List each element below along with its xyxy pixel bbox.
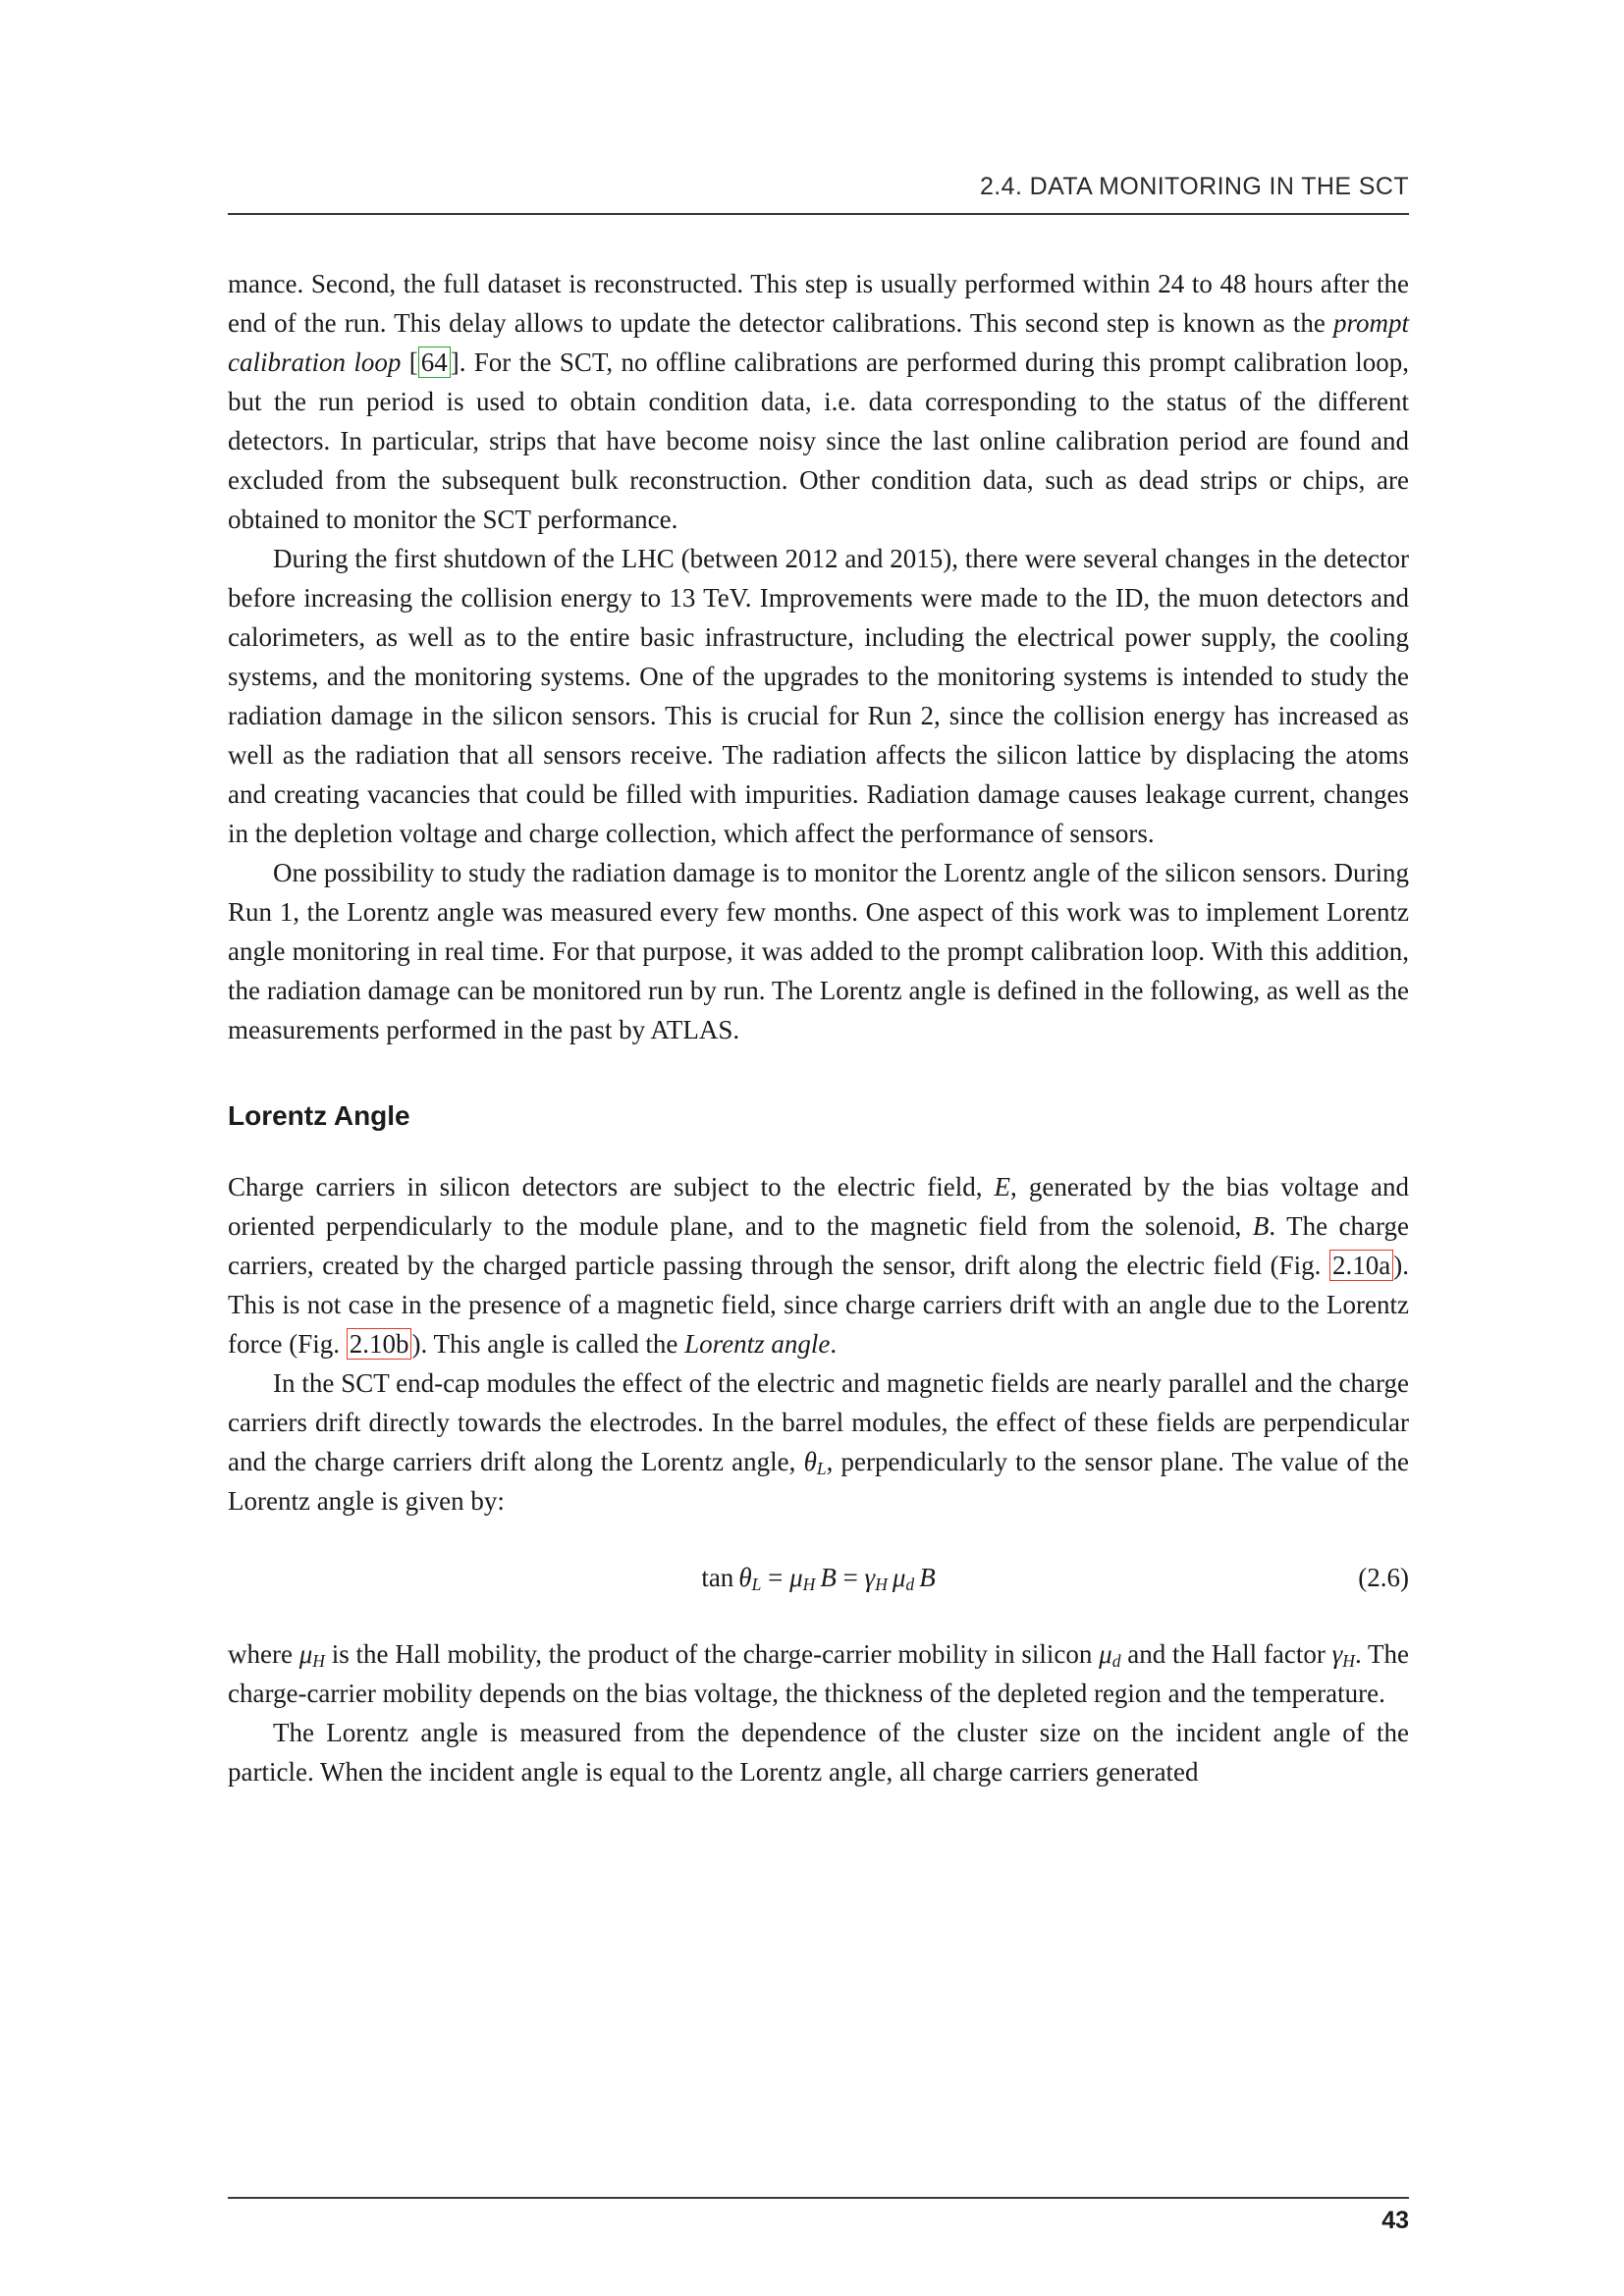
math-equals: = — [836, 1563, 865, 1592]
text-run: where — [228, 1639, 299, 1669]
math-mu-d — [1099, 1639, 1120, 1669]
equation-2-6 — [228, 1558, 1409, 1597]
math-theta-L — [804, 1447, 827, 1476]
math-subscript: L — [751, 1574, 762, 1594]
math-subscript: H — [802, 1574, 816, 1594]
text-run: . For the SCT, no offline calibrations are performed during this prompt calibration loop, but the run period is used to obtain condition data, i.e. data corresponding to the status of the different detectors. In particular, strips that have become noisy since the last online calibration period are found and excluded from the subsequent bulk reconstruction. Other condition data, such as dead strips or chips, are obtained to monitor the SCT performance. — [228, 347, 1410, 534]
math-mu: μ — [1099, 1639, 1112, 1669]
math-mu: μ — [892, 1563, 906, 1592]
paragraph-5 — [228, 1363, 1409, 1521]
footer-rule — [228, 2197, 1409, 2199]
math-subscript: H — [312, 1650, 325, 1671]
text-run: , perpendicularly to the sensor plane. The value of the Lorentz angle is given by: — [228, 1447, 1409, 1516]
text-run: ). This is not case in the presence of a magnetic field, since charge carriers drift with an angle due to the Lorentz force (Fig. — [228, 1251, 1409, 1359]
figure-ref-2-10a[interactable]: 2.10a — [1329, 1250, 1393, 1281]
math-var-E: E — [994, 1172, 1011, 1201]
math-equals: = — [761, 1563, 790, 1592]
running-header: 2.4. DATA MONITORING IN THE SCT — [980, 173, 1409, 200]
citation-bracket-close: ] — [450, 347, 460, 377]
text-run: In the SCT end-cap modules the effect of the electric and magnetic fields are nearly parallel and the charge carriers drift directly towards the electrodes. In the barrel modules, the effect of these fields are perpendicular and the charge carriers drift along the Lorentz angle, — [228, 1368, 1409, 1476]
paragraph-4 — [228, 1167, 1409, 1363]
paragraph-1 — [228, 264, 1409, 539]
math-gamma-H — [1332, 1639, 1355, 1669]
paragraph-2: During the first shutdown of the LHC (between 2012 and 2015), there were several changes in the detector before increasing the collision energy to 13 TeV. Improvements were made to the ID, the muon detectors and calorimeters, as well as to the entire basic infrastructure, including the electrical power supply, the cooling systems, and the monitoring systems. One of the upgrades to the monitoring systems is intended to study the radiation damage in the silicon sensors. This is crucial for Run 2, since the collision energy has increased as well as the radiation that all sensors receive. The radiation affects the silicon lattice by displacing the atoms and creating vacancies that could be filled with impurities. Radiation damage causes leakage current, changes in the depletion voltage and charge collection, which affect the performance of sensors. — [228, 544, 1409, 848]
text-run: , generated by the bias voltage and oriented perpendicularly to the module plane, and to the magnetic field from the solenoid, — [228, 1172, 1409, 1241]
math-mu: μ — [789, 1563, 803, 1592]
page-content — [228, 0, 1409, 1791]
header-rule — [228, 213, 1409, 215]
text-run: mance. Second, the full dataset is reconstructed. This step is usually performed within 24 to 48 hours after the end of the run. This delay allows to update the detector calibrations. This second step is known as the — [228, 269, 1409, 338]
math-var-B: B — [1252, 1211, 1270, 1241]
math-gamma: γ — [864, 1563, 876, 1592]
math-subscript: d — [1111, 1650, 1121, 1671]
math-subscript: L — [816, 1458, 827, 1478]
text-run: and the Hall factor — [1120, 1639, 1332, 1669]
math-theta: θ — [738, 1563, 752, 1592]
figure-ref-2-10b[interactable]: 2.10b — [347, 1328, 412, 1360]
text-run: is the Hall mobility, the product of the charge-carrier mobility in silicon — [324, 1639, 1100, 1669]
paragraph-6 — [228, 1634, 1409, 1713]
text-run — [401, 347, 408, 377]
math-mu: μ — [298, 1639, 313, 1669]
italic-phrase: prompt calibration loop — [228, 308, 1409, 377]
equation-body — [701, 1563, 935, 1592]
math-operator-tan: tan — [701, 1563, 734, 1592]
math-var-B: B — [820, 1563, 837, 1592]
math-gamma: γ — [1331, 1639, 1343, 1669]
math-mu-H — [299, 1639, 325, 1669]
citation-bracket-open: [ — [408, 347, 418, 377]
text-run: ). This angle is called the — [411, 1329, 685, 1359]
math-subscript: H — [1342, 1650, 1355, 1671]
italic-phrase: Lorentz angle — [684, 1329, 831, 1359]
paragraph-3: One possibility to study the radiation damage is to monitor the Lorentz angle of the silicon sensors. During Run 1, the Lorentz angle was measured every few months. One aspect of this work was to implement Lorentz angle monitoring in real time. For that purpose, it was added to the prompt calibration loop. With this addition, the radiation damage can be monitored run by run. The Lorentz angle is defined in the following, as well as the measurements performed in the past by ATLAS. — [228, 858, 1409, 1044]
section-heading-lorentz-angle: Lorentz Angle — [228, 1100, 410, 1131]
math-subscript: d — [905, 1574, 915, 1594]
equation-number: (2.6) — [1358, 1563, 1409, 1592]
text-run: . — [830, 1329, 838, 1359]
text-run: Charge carriers in silicon detectors are subject to the electric field, — [228, 1172, 995, 1201]
citation-link-64[interactable]: 64 — [418, 347, 451, 378]
text-run: . The charge-carrier mobility depends on the bias voltage, the thickness of the depleted region and the temperature. — [228, 1639, 1409, 1708]
math-var-B: B — [919, 1563, 936, 1592]
math-subscript: H — [875, 1574, 888, 1594]
text-run: . The charge carriers, created by the charged particle passing through the sensor, drift along the electric field (Fig. — [228, 1211, 1409, 1280]
body-text — [228, 264, 1409, 1791]
math-theta: θ — [803, 1447, 817, 1476]
page-number: 43 — [1381, 2207, 1409, 2234]
page-footer — [228, 2197, 1409, 2235]
paragraph-7: The Lorentz angle is measured from the dependence of the cluster size on the incident angle of the particle. When the incident angle is equal to the Lorentz angle, all charge carriers generated — [228, 1718, 1409, 1787]
